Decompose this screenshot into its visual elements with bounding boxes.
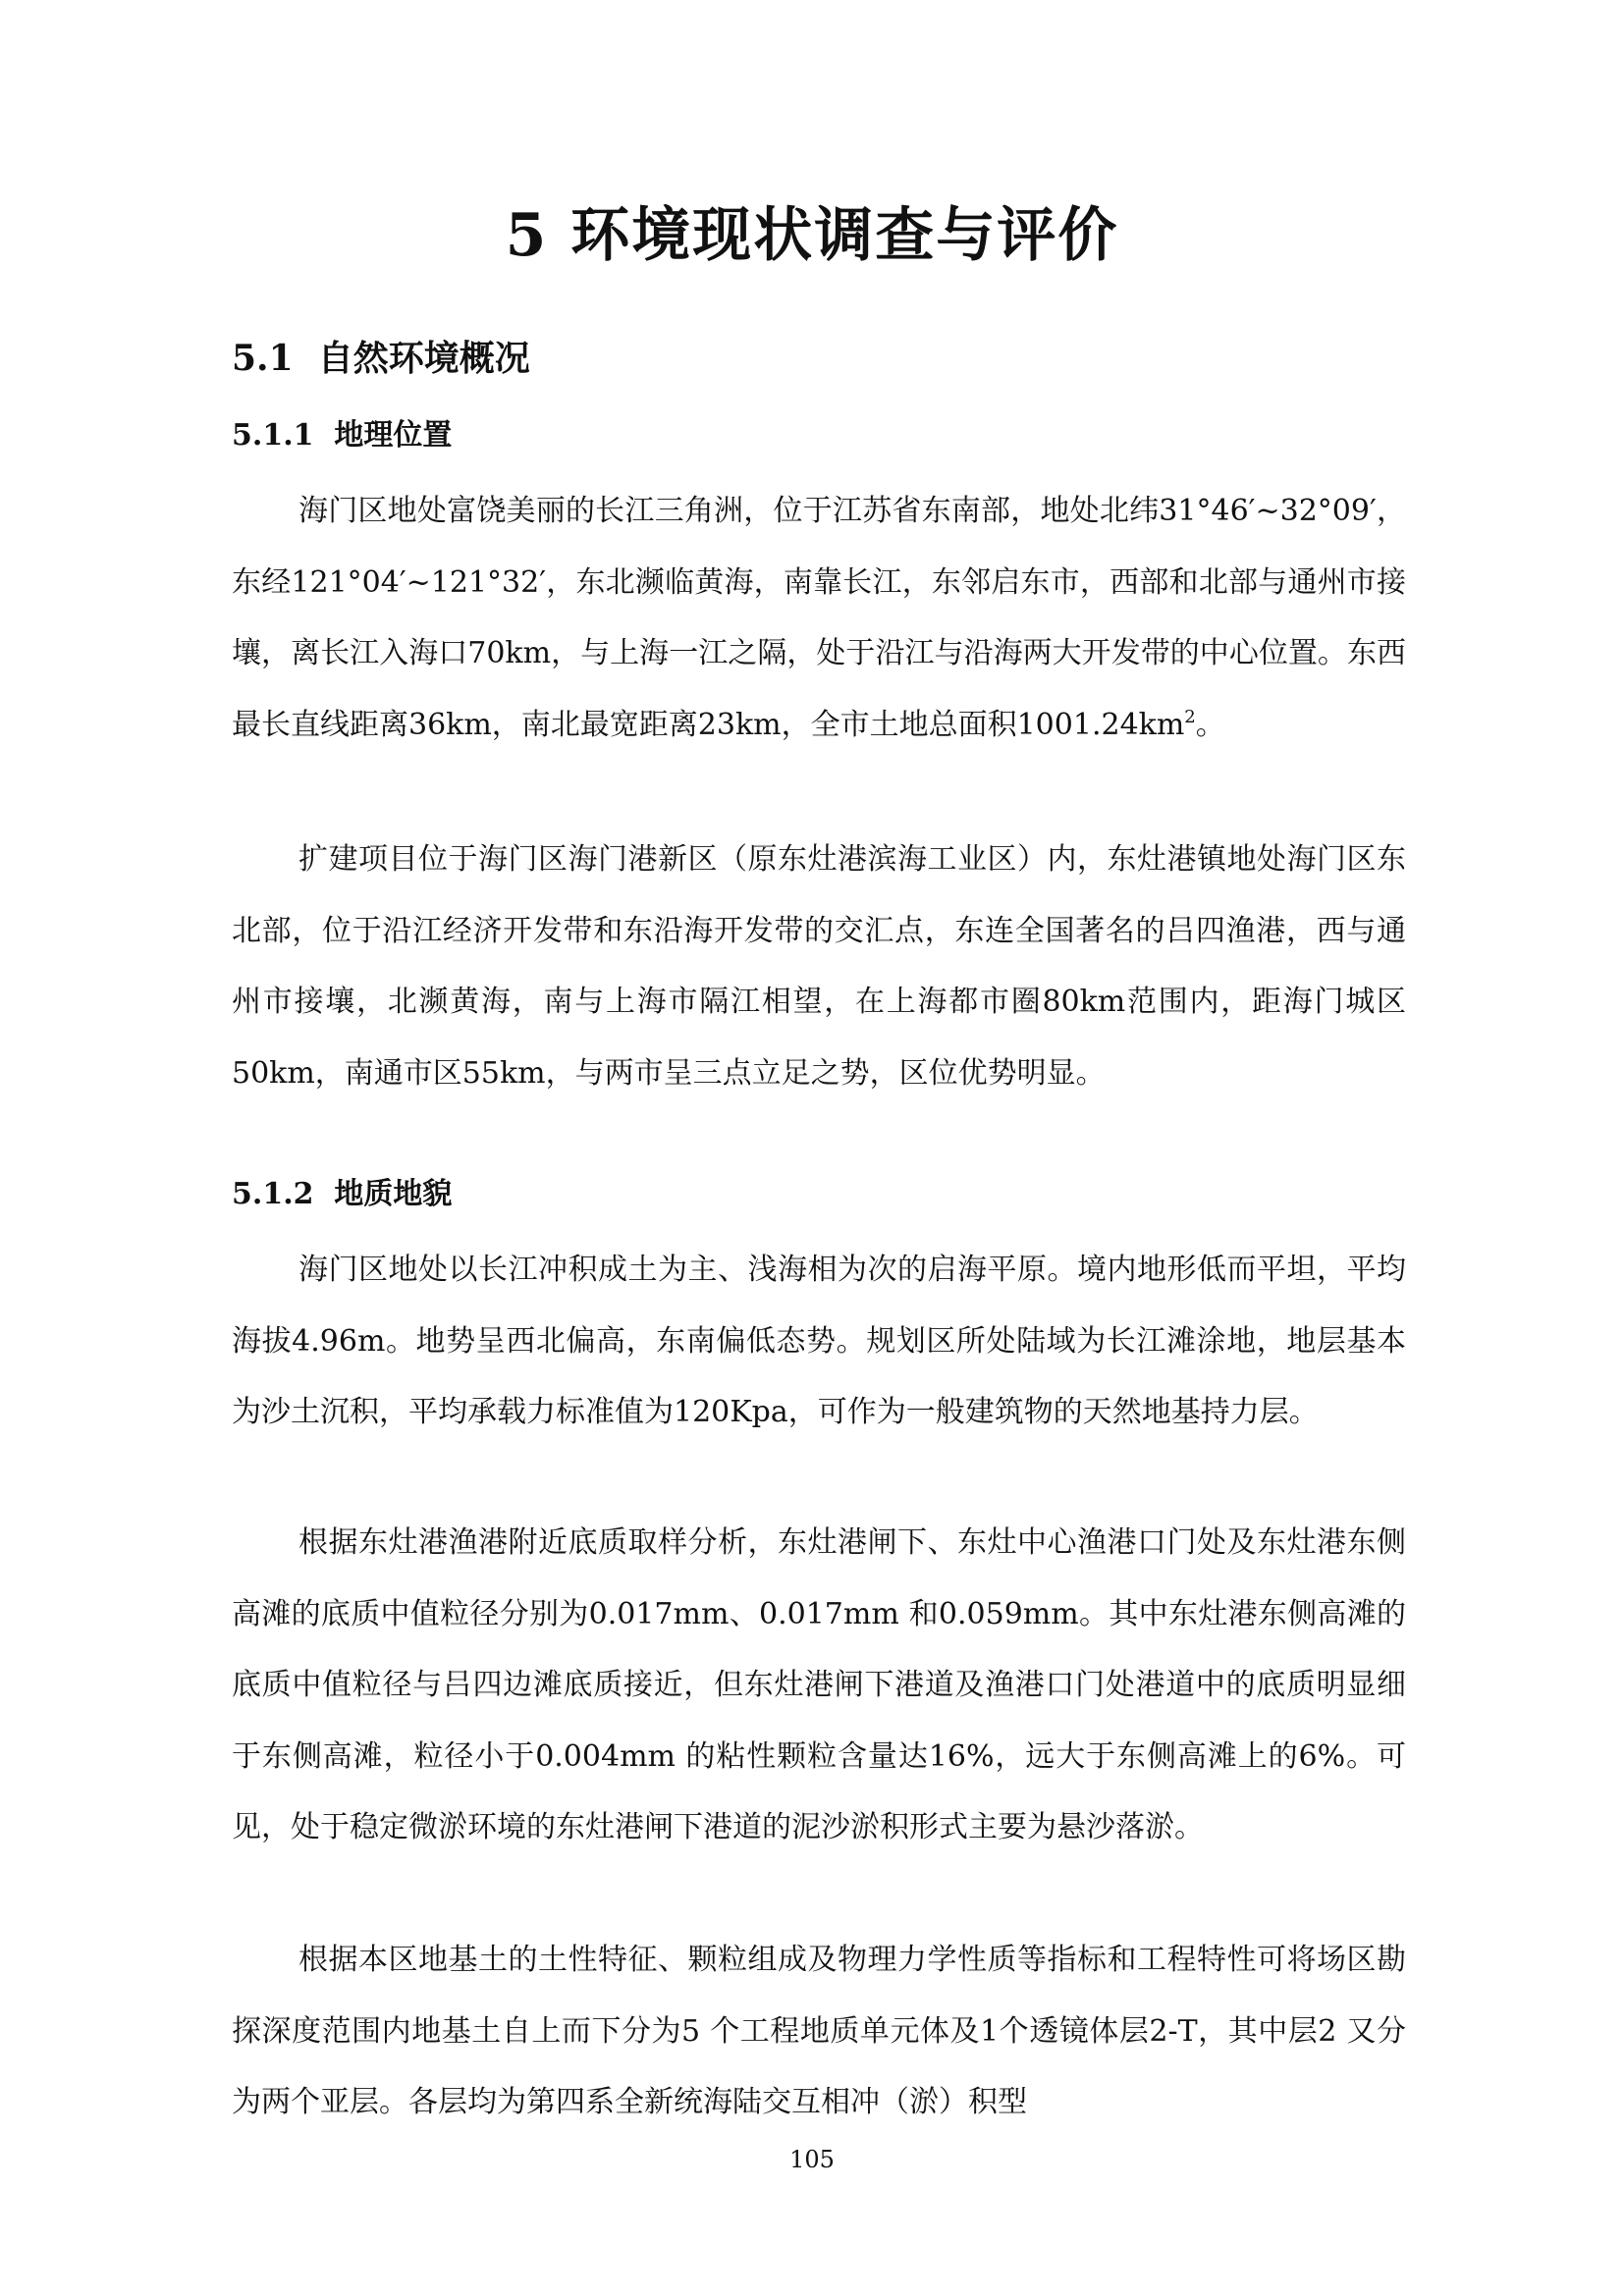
section-heading (232, 334, 530, 383)
paragraph-location-1 (232, 476, 1406, 761)
paragraph-suffix: 。 (1195, 707, 1225, 742)
paragraph-geology-3 (232, 1925, 1406, 2139)
paragraph-text: 海门区地处富饶美丽的长江三角洲，位于江苏省东南部，地处北纬31°46′~32°09′，东经121°04′~121°32′，东北濒临黄海，南靠长江，东邻启东市，西部和北部与通州市接壤，离长江入海口70km，与上海一江之隔，处于沿江与沿海两大开发带的中心位置。东西最长直线距离36km，南北最宽距离23km，全市土地总面积1001.24km (232, 494, 1406, 742)
subsection-title: 地质地貌 (334, 1177, 453, 1211)
subsection-heading-location (232, 414, 452, 457)
chapter-title: 5 环境现状调查与评价 (505, 201, 1119, 270)
section-title: 自然环境概况 (317, 338, 530, 379)
subsection-title: 地理位置 (334, 418, 453, 453)
superscript: 2 (1184, 706, 1196, 727)
paragraph-text: 扩建项目位于海门区海门港新区（原东灶港滨海工业区）内，东灶港镇地处海门区东北部，位于沿江经济开发带和东沿海开发带的交汇点，东连全国著名的吕四渔港，西与通州市接壤，北濒黄海，南与上海市隔江相望，在上海都市圈80km范围内，距海门城区50km，南通市区55km，与两市呈三点立足之势，区位优势明显。 (232, 842, 1406, 1091)
page-number: 105 (789, 2146, 835, 2173)
paragraph-text: 根据本区地基土的土性特征、颗粒组成及物理力学性质等指标和工程特性可将场区勘探深度范围内地基土自上而下分为5 个工程地质单元体及1个透镜体层2-T，其中层2 又分为两个亚层。各层均为第四系全新统海陆交互相冲（淤）积型 (232, 1943, 1406, 2119)
paragraph-geology-2 (232, 1508, 1406, 1864)
paragraph-location-2 (232, 825, 1406, 1109)
paragraph-text: 海门区地处以长江冲积成土为主、浅海相为次的启海平原。境内地形低而平坦，平均海拔4.96m。地势呈西北偏高，东南偏低态势。规划区所处陆域为长江滩涂地，地层基本为沙土沉积，平均承载力标准值为120Kpa，可作为一般建筑物的天然地基持力层。 (232, 1253, 1406, 1429)
subsection-number: 5.1.1 (232, 418, 314, 453)
section-number: 5.1 (232, 338, 294, 379)
subsection-heading-geology (232, 1173, 452, 1216)
paragraph-text: 根据东灶港渔港附近底质取样分析，东灶港闸下、东灶中心渔港口门处及东灶港东侧高滩的底质中值粒径分别为0.017mm、0.017mm 和0.059mm。其中东灶港东侧高滩的底质中值粒径与吕四边滩底质接近，但东灶港闸下港道及渔港口门处港道中的底质明显细于东侧高滩，粒径小于0.004mm 的粘性颗粒含量达16%，远大于东侧高滩上的6%。可见，处于稳定微淤环境的东灶港闸下港道的泥沙淤积形式主要为悬沙落淤。 (232, 1525, 1406, 1844)
subsection-number: 5.1.2 (232, 1177, 314, 1211)
paragraph-geology-1 (232, 1235, 1406, 1449)
